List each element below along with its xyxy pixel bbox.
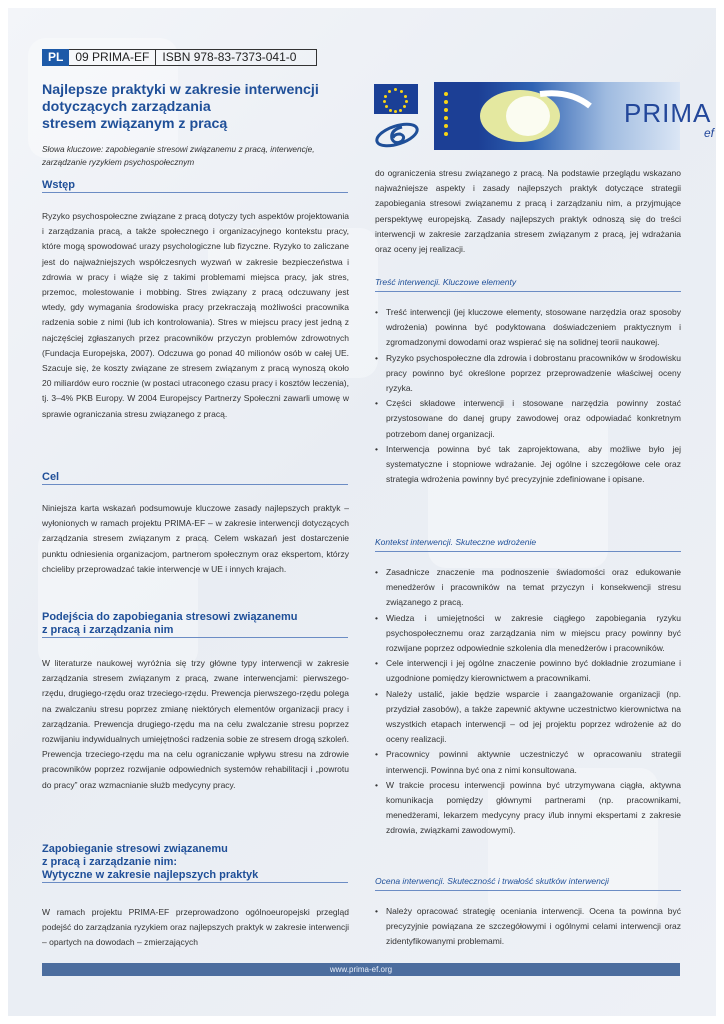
list-kontekst [375, 565, 681, 839]
list-item: • Zasadnicze znaczenie ma podnoszenie świadomości oraz edukowanie menedżerów i pracowników na temat przyczyn i konsekwencji stresu związanego z pracą. [375, 565, 681, 611]
list-item: • Ryzyko psychospołeczne dla zdrowia i dobrostanu pracowników w środowisku pracy powinno być określone poprzez przeprowadzenie właściwej oceny ryzyka. [375, 351, 681, 397]
isbn-label: ISBN 978-83-7373-041-0 [156, 49, 317, 66]
section-heading-podejscia: Podejścia do zapobiegania stresowi związanemu z pracą i zarządzania nim [42, 611, 348, 638]
document-header [42, 49, 317, 66]
framework-six-logo-icon [374, 122, 420, 148]
prima-logo-ef: ef [704, 126, 715, 140]
list-item: • Pracownicy powinni aktywnie uczestniczyć w opracowaniu strategii interwencji. Powinna być ona z nimi konsultowana. [375, 747, 681, 777]
list-ocena [375, 904, 681, 950]
logo-bar [374, 82, 715, 152]
subheading-kontekst: Kontekst interwencji. Skuteczne wdrożenie [375, 536, 681, 552]
section-heading-wstep: Wstęp [42, 179, 348, 193]
section-heading-cel: Cel [42, 471, 348, 485]
title-line: Najlepsze praktyki w zakresie interwencji [42, 82, 319, 98]
paragraph-intro: do ograniczenia stresu związanego z pracą. Na podstawie przeglądu wskazano najważniejsze aspekty i zasady najlepszych praktyk dotyczące strategii zapobiegania stresowi związanemu z pracą i zarządzaniu nim, a przyjmujące perspektywę europejską. Zasady najlepszych praktyk odnoszą się do treści interwencji w zakresie zarządzania stresem związanym z pracą, jej wdrażania oraz oceny jej realizacji. [375, 168, 681, 255]
title-line: dotyczących zarządzania [42, 99, 211, 115]
document-title [42, 82, 342, 133]
list-item: • Treść interwencji (jej kluczowe elementy, stosowane narzędzia oraz sposoby wdrożenia) powinna być podyktowana doświadczeniem praktycznym i zgromadzonymi dowodami oraz wspierać się na solidnej teorii naukowej. [375, 305, 681, 351]
subheading-ocena: Ocena interwencji. Skuteczność i trwałość skutków interwencji [375, 875, 681, 891]
list-item: • Należy ustalić, jakie będzie wsparcie i zaangażowanie organizacji (np. przydział zasobów), a także zapewnić aktywne uczestnictwo kierownictwa na wszystkich etapach interwencji – od jej projektu poprzez wdrożenie aż do oceny realizacji. [375, 687, 681, 748]
keywords: Słowa kluczowe: zapobieganie stresowi związanemu z pracą, interwencje, zarządzanie ryzykiem psychospołecznym [42, 144, 315, 167]
paragraph-cel: Niniejsza karta wskazań podsumowuje kluczowe zasady najlepszych praktyk – wyłonionych w ramach projektu PRIMA-EF – w zakresie interwencji dotyczących zarządzania stresem związanym z pracą. Celem wskazań jest dostarczenie punktu odniesienia organizacjom, partnerom społecznym oraz ekspertom, którzy chcieliby przeprowadzać takie interwencje w UE i innych krajach. [42, 503, 349, 574]
stars-column-icon [440, 88, 452, 144]
prima-swoosh-icon [470, 86, 620, 146]
footer-url: www.prima-ef.org [42, 963, 680, 976]
paragraph-zapobieganie: W ramach projektu PRIMA-EF przeprowadzono ogólnoeuropejski przegląd podejść do zarządzania ryzykiem oraz najlepszych praktyk w zakresie interwencji – opartych na dowodach – zmierzających [42, 907, 349, 948]
eu-flag-icon [374, 84, 418, 114]
list-item: • Części składowe interwencji i stosowane narzędzia powinny zostać przystosowane do danej grupy zawodowej oraz odpowiadać konkretnym potrzebom danej organizacji. [375, 396, 681, 442]
list-item: • Należy opracować strategię oceniania interwencji. Ocena ta powinna być precyzyjnie powiązana ze szczegółowymi i ogólnymi celami interwencji oraz zidentyfikowanymi problemami. [375, 904, 681, 950]
list-item: • Cele interwencji i jej ogólne znaczenie powinno być dokładnie zrozumiane i uzgodnione pomiędzy kierownictwem a pracownikami. [375, 656, 681, 686]
title-line: stresem związanym z pracą [42, 116, 228, 132]
document-code: 09 PRIMA-EF [69, 49, 156, 66]
section-heading-zapobieganie: Zapobieganie stresowi związanemu z pracą i zarządzanie nim: Wytyczne w zakresie najlepszych praktyk [42, 843, 348, 883]
list-item: • W trakcie procesu interwencji powinna być utrzymywana ciągła, aktywna komunikacja pomiędzy głównymi partnerami (np. pracownikami, menedżerami, lekarzem medycyny pracy i/lub innymi ekspertami z zakresie zdrowia, związkami zawodowymi). [375, 778, 681, 839]
subheading-tresc: Treść interwencji. Kluczowe elementy [375, 276, 681, 292]
language-badge: PL [42, 49, 69, 66]
prima-ef-logo [434, 82, 715, 150]
paragraph-podejscia: W literaturze naukowej wyróżnia się trzy główne typy interwencji w zakresie zarządzania stresem związanym z pracą, zwane interwencjami: pierwszego-rzędu, drugiego-rzędu oraz trzeciego-rzędu. Prewencja pierwszego-rzędu polega na zwalczaniu stresu poprzez zmianę niektórych elementów organizacji pracy i zarządzania. Prewencja drugiego-rzędu ma na celu zwalczanie stresu poprzez rozwijaniu indywidualnych umiejętności radzenia sobie ze stresem drogą szkoleń. Prewencja trzeciego-rzędu ma na celu ograniczanie wpływu stresu na zdrowie pracowników poprzez rozwijanie odpowiednich systemów rehabilitacji i „powrotu do pracy” oraz wzmacnianie służb medycyny pracy. [42, 658, 349, 790]
list-tresc [375, 305, 681, 487]
list-item: • Wiedza i umiejętności w zakresie ciągłego zapobiegania ryzyku psychospołecznemu oraz zarządzania nim w miejscu pracy powinny być rozwijane poprzez odpowiednie szkolenia dla menedżerów i pracowników. [375, 611, 681, 657]
list-item: • Interwencja powinna być tak zaprojektowana, aby możliwe było jej systematyczne i stopniowe wdrażanie. Jej ogólne i szczegółowe cele oraz strategia wdrożenia powinny być precyzyjnie zdefiniowane i opisane. [375, 442, 681, 488]
paragraph-wstep: Ryzyko psychospołeczne związane z pracą dotyczy tych aspektów projektowania i zarządzania pracą, a także społecznego i organizacyjnego kontekstu pracy, które mogą spowodować urazy psychologiczne lub fizyczne. Ryzyko to zaliczane jest do najważniejszych współczesnych wyzwań w zakresie bezpieczeństwa i zdrowia w pracy i wiąże się z takimi problemami miejsca pracy, jak stres, przemoc, molestowanie i mobbing. Stres związany z pracą odczuwany jest wtedy, gdy wymagania środowiska pracy przekraczają możliwości pracownika radzenia sobie z nimi (lub ich kontrolowania). Stres w miejscu pracy jest jedną z najczęściej zgłaszanych przez pracowników przyczyn problemów zdrowotnych (Fundacja Europejska, 2007). Odczuwa go ponad 40 milionów osób w całej UE. Szacuje się, że koszty związane ze stresem związanym z pracą wynoszą około 20 miliardów euro rocznie (w postaci utraconego czasu pracy i kosztów leczenia), tj. 3–4% PKB Europy. W 2004 Europejscy Partnerzy Społeczni zawarli umowę w sprawie ograniczania stresu związanego z pracą. [42, 211, 349, 419]
prima-logo-text: PRIMA [624, 98, 712, 128]
